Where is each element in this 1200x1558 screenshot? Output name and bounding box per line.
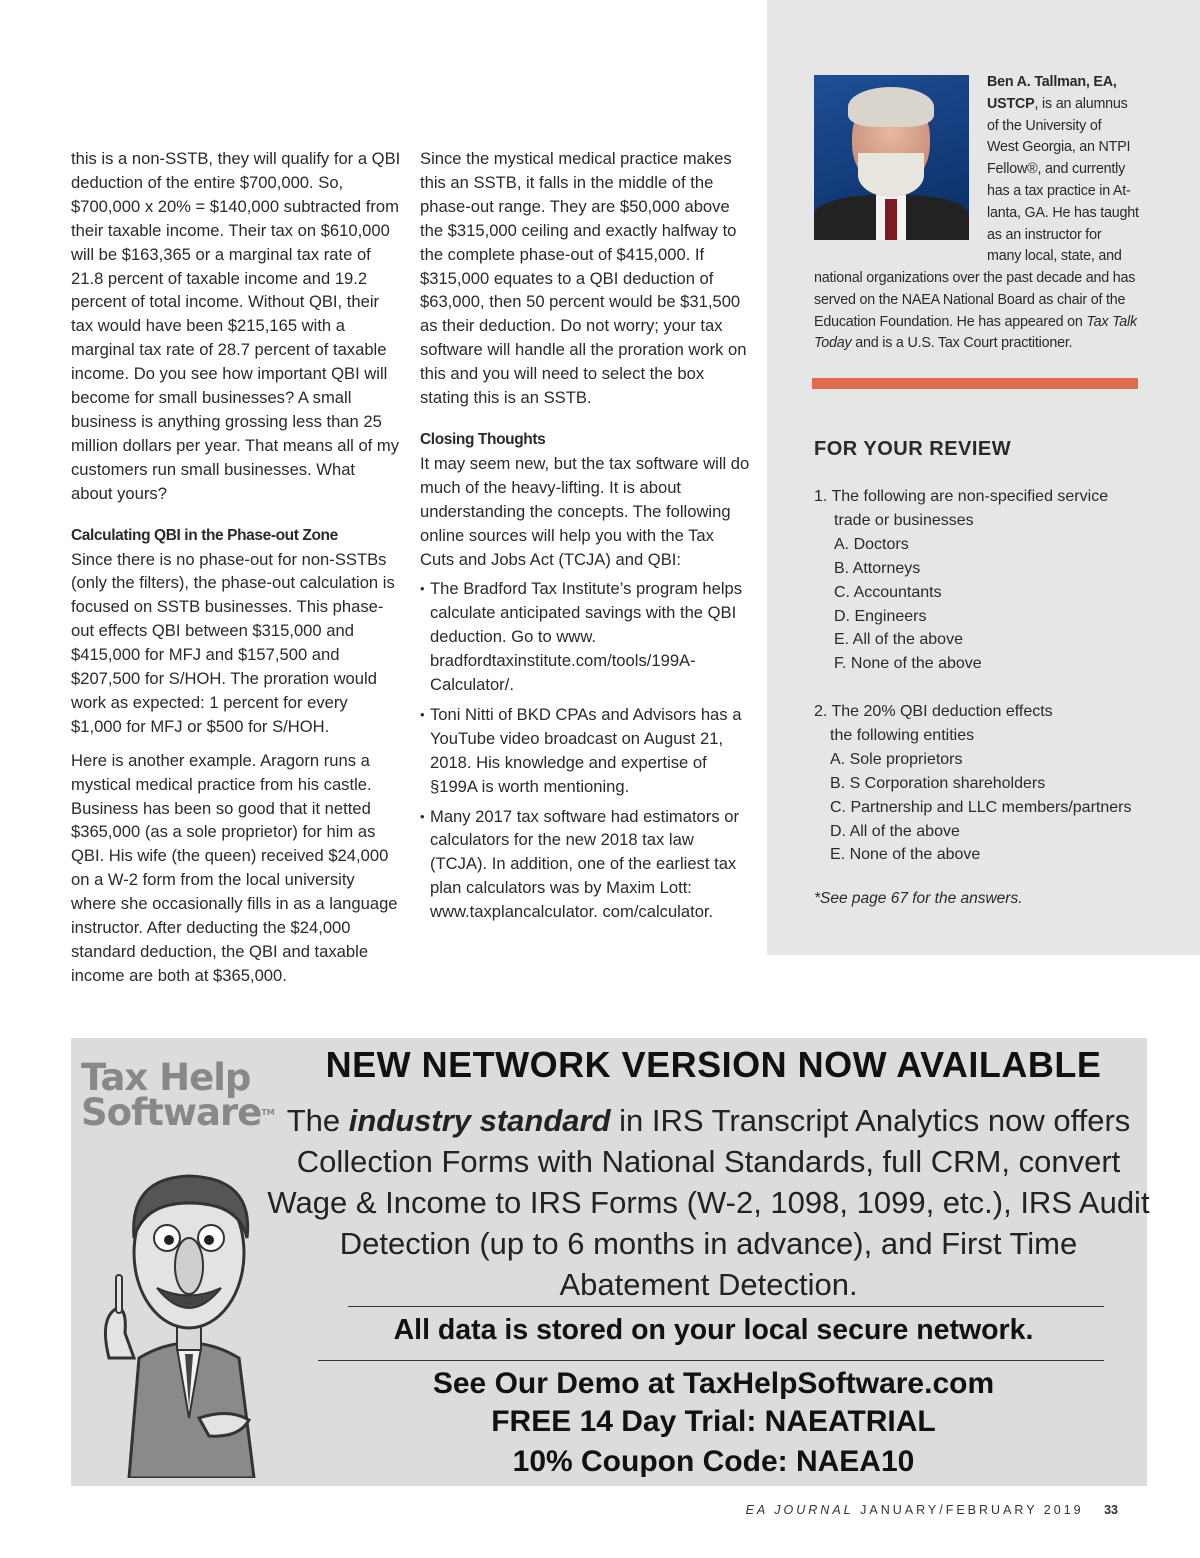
col1-paragraph-1: this is a non-SSTB, they will qualify for a QBI deduction of the entire $700,000. So, $700,000 x 20% = $140,000 subtracted from their taxable income. Their tax on $610,000 will be $163,365 or a marginal tax rate of 21.8 percent of taxable income and 19.2 percent of total income. Without QBI, their tax would have been $215,165 with a marginal tax rate of 28.7 percent of taxable income. Do you see how important QBI will become for small businesses? A small business is anything grossing less than 25 million dollars per year. That means all of my customers run small businesses. What about yours? <box>71 149 401 503</box>
author-bio-bottom: national organizations over the past decade and has served on the NAEA National Board as chair of the Education Foundation. He has appeared on Tax Talk Today and is a U.S. Tax Court practitioner. <box>814 270 1137 352</box>
list-item: • Many 2017 tax software had estimators or calculators for the new 2018 tax law (TCJA). In addition, one of the earliest tax plan calculators was by Maxim Lott: www.taxplancalculator. com/calculator. <box>420 805 750 925</box>
list-item: • Toni Nitti of BKD CPAs and Advisors has a YouTube video broadcast on August 21, 2018. His knowledge and expertise of §199A is worth mentioning. <box>420 703 750 799</box>
ad-demo-line: See Our Demo at TaxHelpSoftware.com <box>432 1367 995 1400</box>
divider <box>812 378 1138 389</box>
ad-secure-line: All data is stored on your local secure network. <box>393 1314 1034 1346</box>
tax-help-software-logo: Tax Help SoftwareTM <box>81 1056 275 1134</box>
answer-option: D. All of the above <box>830 822 960 840</box>
answer-option: E. All of the above <box>834 631 963 649</box>
answer-option: D. Engineers <box>834 607 927 625</box>
author-photo <box>814 75 969 240</box>
col2-subhead: Closing Thoughts <box>420 430 546 448</box>
answer-option: A. Doctors <box>834 535 909 553</box>
author-bio-top: Ben A. Tallman, EA, USTCP, is an alumnus of the University of West Georgia, an NTPI Fellow®, and currently has a tax practice in At- lanta, GA. He has taught as an instructor for many local, state, and <box>987 74 1139 265</box>
author-sidebar <box>767 0 1200 955</box>
answer-option: E. None of the above <box>830 846 981 864</box>
list-item: • The Bradford Tax Institute’s program helps calculate anticipated savings with the QBI deduction. Go to www. bradfordtaxinstitute.com/tools/199A-Calculator/. <box>420 577 750 697</box>
divider <box>318 1360 1104 1361</box>
mascot-cartoon-icon <box>89 1158 289 1478</box>
col1-paragraph-2: Since there is no phase-out for non-SSTBs (only the filters), the phase-out calculation is focused on SSTB businesses. This phase-out effects QBI between $315,000 and $415,000 for MFJ and $157,500 and $207,500 for S/HOH. The proration would work as expected: 1 percent for every $1,000 for MFJ or $500 for S/HOH. <box>71 549 395 736</box>
col1-subhead: Calculating QBI in the Phase-out Zone <box>71 526 338 544</box>
ad-body-text: The industry standard in IRS Transcript Analytics now offers Collection Forms with National Standards, full CRM, convert Wage & Income to IRS Forms (W-2, 1098, 1099, etc.), IRS Audit Detection (up to 6 months in advance), and First Time Abatement Detection. <box>267 1103 1150 1302</box>
article-column-2 <box>420 147 750 930</box>
answer-option: B. Attorneys <box>834 559 921 577</box>
ad-coupon-line: 10% Coupon Code: NAEA10 <box>512 1445 915 1478</box>
answer-option: C. Partnership and LLC members/partners <box>830 798 1132 816</box>
review-question-2: 2. The 20% QBI deduction effects the following entities A. Sole proprietors B. S Corporation shareholders C. Partnership and LLC members/partners D. All of the above E. None of the above <box>814 700 1131 867</box>
page-footer <box>746 1503 1118 1517</box>
col2-paragraph-1: Since the mystical medical practice makes this an SSTB, it falls in the middle of the phase-out range. They are $50,000 above the $315,000 ceiling and exactly halfway to the complete phase-out of $415,000. If $315,000 equates to a QBI deduction of $63,000, then 50 percent would be $31,500 as their deduction. Do not worry; your tax software will handle all the proration work on this and you will need to select the box stating this is an SSTB. <box>420 149 747 408</box>
review-heading: FOR YOUR REVIEW <box>814 438 1012 460</box>
issue-date: JANUARY/FEBRUARY 2019 <box>860 1503 1084 1517</box>
magazine-name: EA JOURNAL <box>745 1503 854 1517</box>
answer-option: F. None of the above <box>834 655 982 673</box>
resource-list <box>420 577 750 924</box>
ad-headline: NEW NETWORK VERSION NOW AVAILABLE <box>325 1044 1102 1085</box>
review-question-1: 1. The following are non-specified service trade or businesses A. Doctors B. Attorneys C. Accountants D. Engineers E. All of the above F. None of the above <box>814 485 1108 676</box>
ad-trial-line: FREE 14 Day Trial: NAEATRIAL <box>491 1405 936 1438</box>
answer-option: A. Sole proprietors <box>830 750 963 768</box>
author-name: Ben A. Tallman, EA, USTCP <box>987 74 1117 112</box>
col2-paragraph-2: It may seem new, but the tax software will do much of the heavy-lifting. It is about understanding the concepts. The following online sources will help you with the Tax Cuts and Jobs Act (TCJA) and QBI: <box>420 453 750 569</box>
answers-note: *See page 67 for the answers. <box>814 890 1023 907</box>
answer-option: B. S Corporation shareholders <box>830 774 1046 792</box>
article-column-1 <box>71 147 401 998</box>
page-number: 33 <box>1104 1503 1118 1517</box>
col1-paragraph-3: Here is another example. Aragorn runs a mystical medical practice from his castle. Business has been so good that it netted $365,000 (as a sole proprietor) for him as QBI. His wife (the queen) received $24,000 on a W-2 form from the local university where she occasionally fills in as a language instructor. After deducting the $24,000 standard deduction, the QBI and taxable income are both at $365,000. <box>71 750 398 985</box>
divider <box>348 1306 1104 1307</box>
answer-option: C. Accountants <box>834 583 942 601</box>
advertisement <box>71 1038 1150 1486</box>
